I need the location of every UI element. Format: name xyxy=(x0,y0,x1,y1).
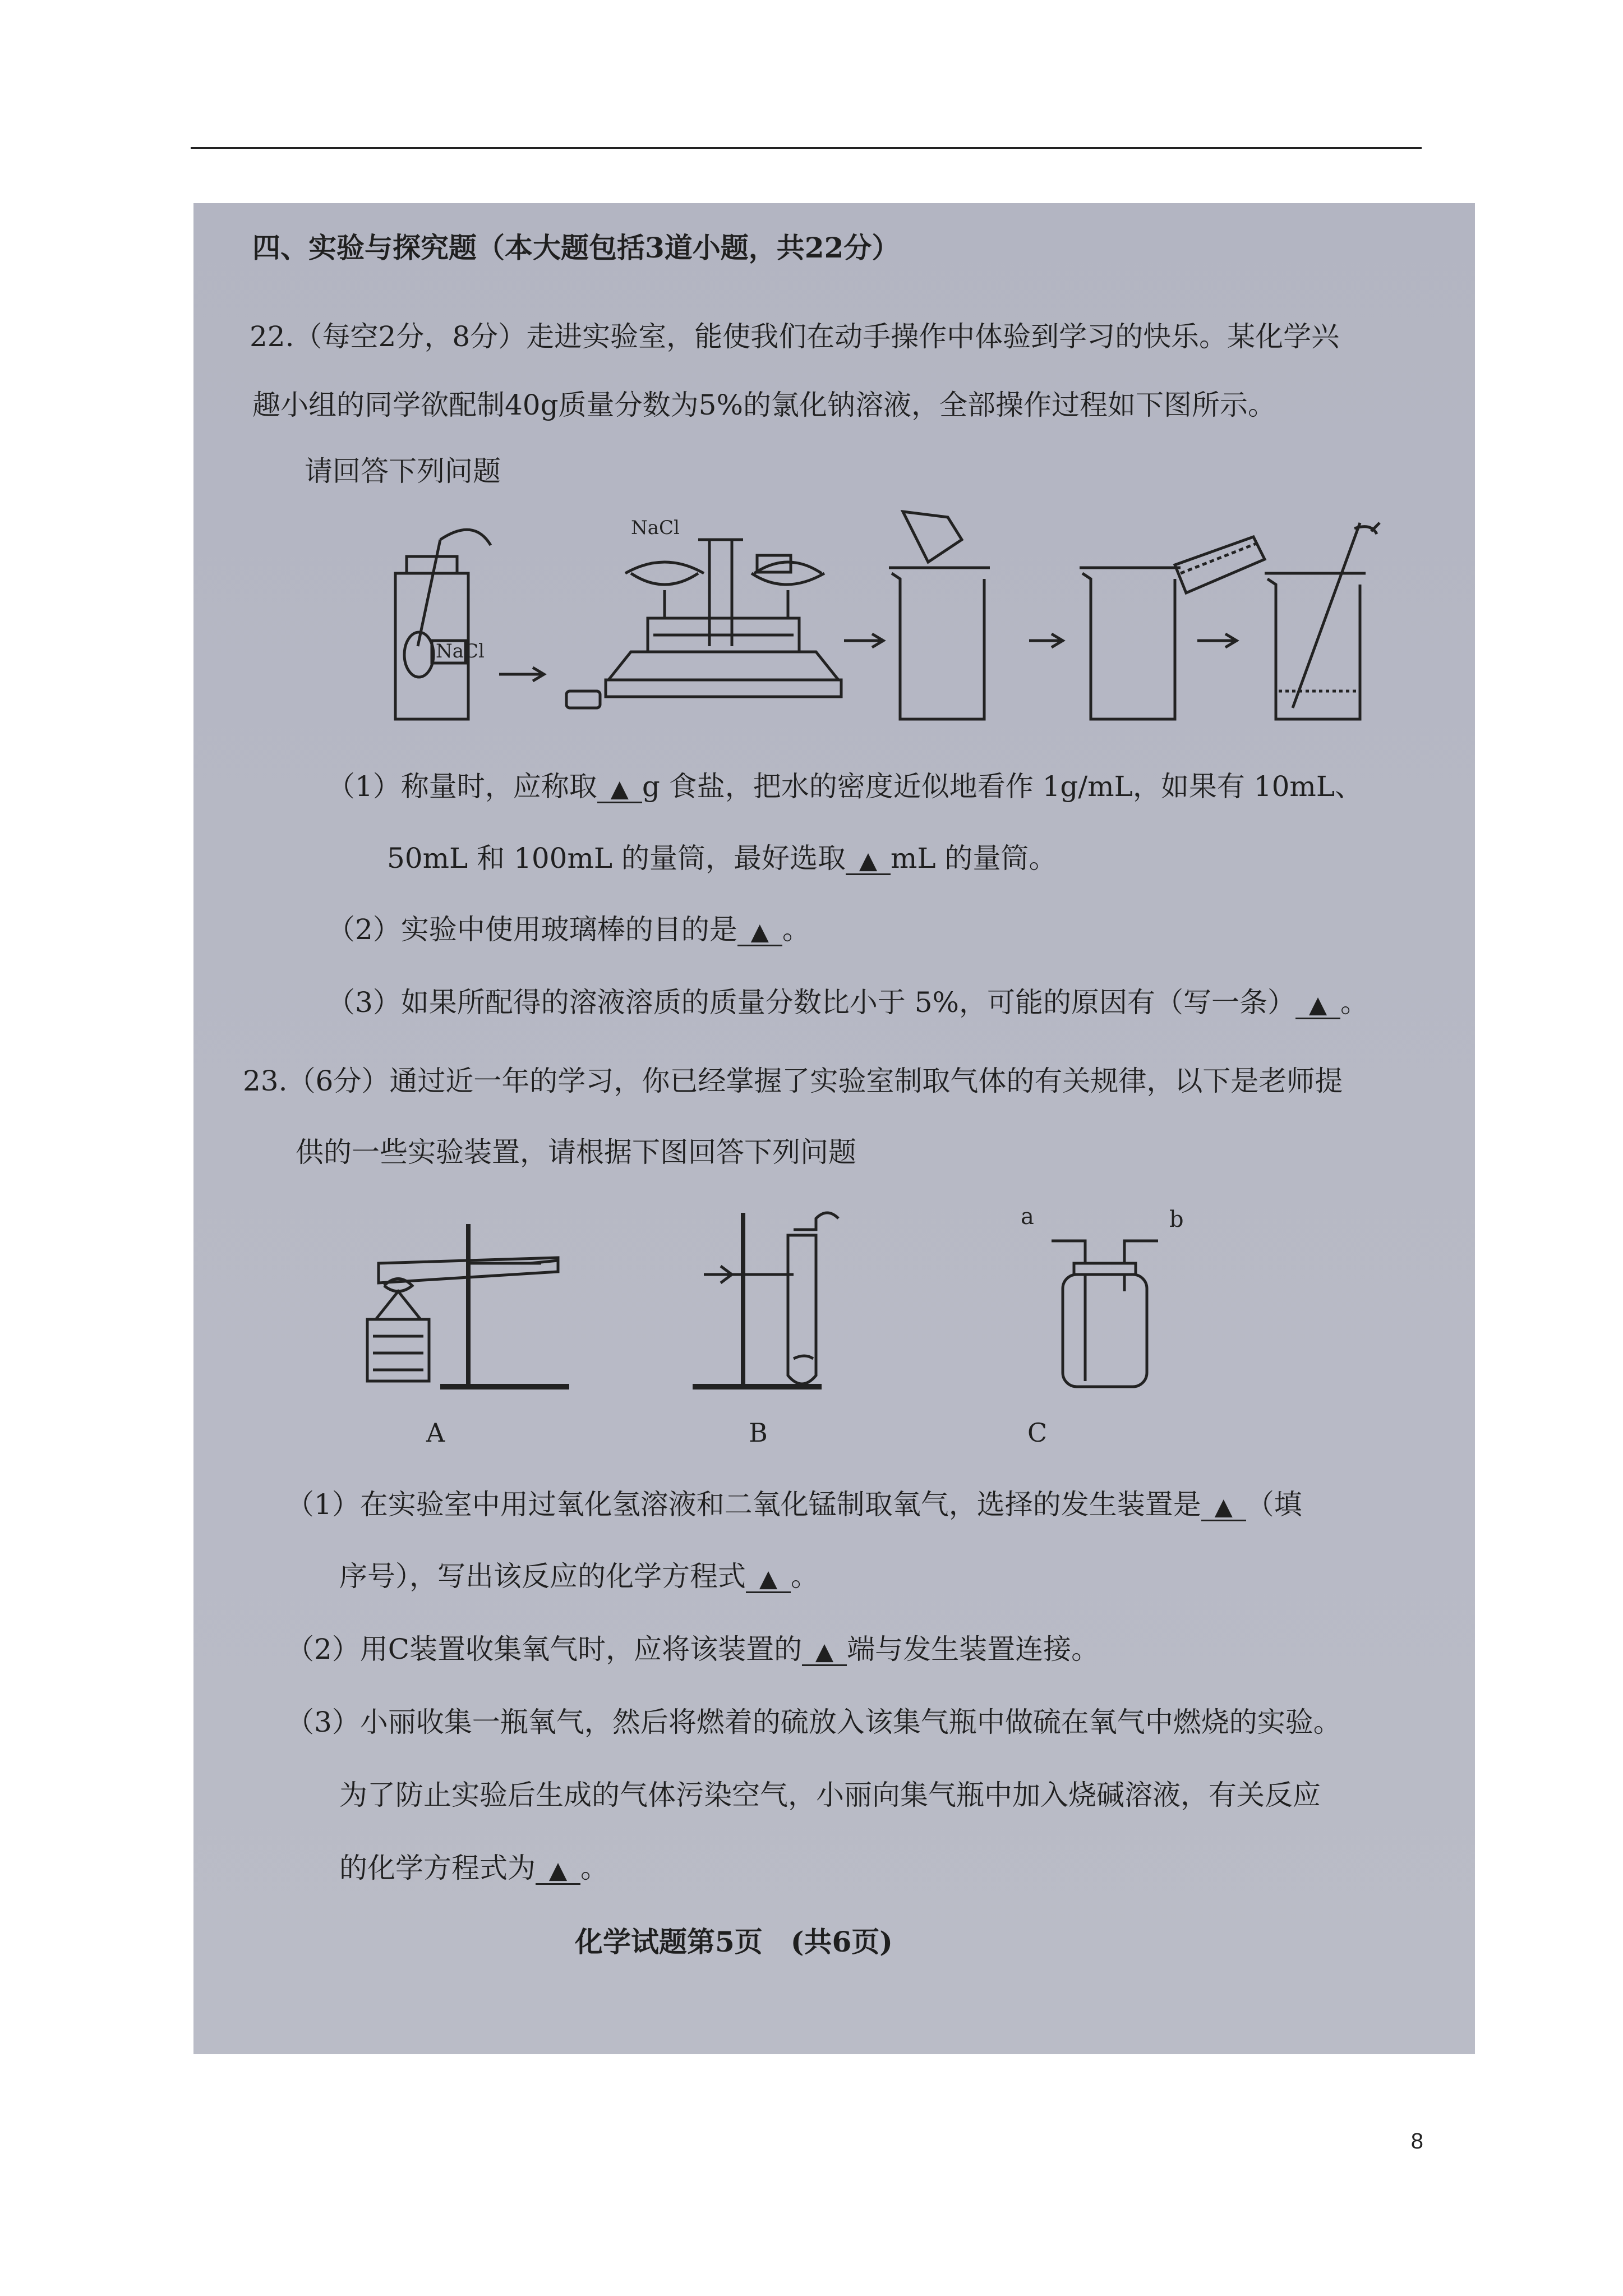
q22-part1-line2: 50mL 和 100mL 的量筒，最好选取 ▲ mL 的量筒。 xyxy=(387,842,1057,875)
beaker-3-figure xyxy=(1265,523,1380,719)
exam-photo xyxy=(193,203,1475,2054)
apparatus-A-figure xyxy=(367,1224,569,1387)
q22-part1-line1: （1）称量时，应称取 ▲ g 食盐，把水的密度近似地看作 1g/mL，如果有 10mL、 xyxy=(327,770,1363,803)
q23-part2: （2）用C装置收集氧气时，应将该装置的 ▲ 端与发生装置连接。 xyxy=(286,1633,1100,1665)
section-title: 四、实验与探究题（本大题包括3道小题，共22分） xyxy=(252,231,900,264)
q22-procedure-figure xyxy=(384,506,1475,736)
nacl-top-label: NaCl xyxy=(631,517,680,539)
exam-footer: 化学试题第5页 (共6页) xyxy=(575,1925,893,1958)
q22-part3: （3）如果所配得的溶液溶质的质量分数比小于 5%，可能的原因有（写一条） ▲ 。 xyxy=(327,986,1369,1019)
balance-figure xyxy=(606,540,841,697)
label-A: A xyxy=(426,1418,445,1448)
q22-answer-blank-4[interactable]: ▲ xyxy=(1295,986,1340,1019)
q22-answer-blank-1[interactable]: ▲ xyxy=(597,770,642,803)
apparatus-C-figure xyxy=(1052,1241,1158,1387)
q23-part1-line2: 序号），写出该反应的化学方程式 ▲ 。 xyxy=(339,1560,819,1593)
q22-intro-line2: 趣小组的同学欲配制40g质量分数为5%的氯化钠溶液，全部操作过程如下图所示。 xyxy=(252,389,1276,421)
q22-answer-blank-2[interactable]: ▲ xyxy=(846,842,891,875)
q23-answer-blank-4[interactable]: ▲ xyxy=(536,1852,580,1885)
label-a: a xyxy=(1021,1207,1034,1230)
nacl-bottle-label: NaCl xyxy=(436,640,485,662)
reagent-bottle-figure xyxy=(395,530,491,719)
top-rule xyxy=(191,147,1422,149)
q23-part3-line2: 为了防止实验后生成的气体污染空气，小丽向集气瓶中加入烧碱溶液，有关反应 xyxy=(339,1779,1321,1811)
page-number: 8 xyxy=(1410,2129,1423,2154)
q22-answer-blank-3[interactable]: ▲ xyxy=(737,913,782,946)
label-b: b xyxy=(1169,1207,1184,1232)
q23-intro-line1: 23.（6分）通过近一年的学习，你已经掌握了实验室制取气体的有关规律，以下是老师提 xyxy=(243,1065,1343,1097)
beaker-1-figure xyxy=(889,512,990,719)
q23-answer-blank-1[interactable]: ▲ xyxy=(1201,1488,1246,1521)
label-B: B xyxy=(749,1418,768,1448)
apparatus-B-figure xyxy=(693,1213,838,1387)
q23-part1-line1: （1）在实验室中用过氧化氢溶液和二氧化锰制取氧气，选择的发生装置是 ▲ （填 xyxy=(286,1488,1302,1521)
label-C: C xyxy=(1027,1418,1048,1448)
q22-intro-line1: 22.（每空2分，8分）走进实验室，能使我们在动手操作中体验到学习的快乐。某化学兴 xyxy=(250,320,1340,353)
q23-apparatus-figure xyxy=(356,1207,1310,1392)
beaker-2-figure xyxy=(1080,537,1265,719)
q23-answer-blank-3[interactable]: ▲ xyxy=(802,1633,847,1666)
q23-part3-line1: （3）小丽收集一瓶氧气，然后将燃着的硫放入该集气瓶中做硫在氧气中燃烧的实验。 xyxy=(286,1706,1341,1738)
q23-answer-blank-2[interactable]: ▲ xyxy=(746,1560,791,1593)
q23-part3-line3: 的化学方程式为 ▲ 。 xyxy=(339,1852,608,1884)
q22-prompt: 请回答下列问题 xyxy=(305,455,501,487)
q23-intro-line2: 供的一些实验装置，请根据下图回答下列问题 xyxy=(296,1136,856,1168)
q22-part2: （2）实验中使用玻璃棒的目的是 ▲ 。 xyxy=(327,913,810,946)
